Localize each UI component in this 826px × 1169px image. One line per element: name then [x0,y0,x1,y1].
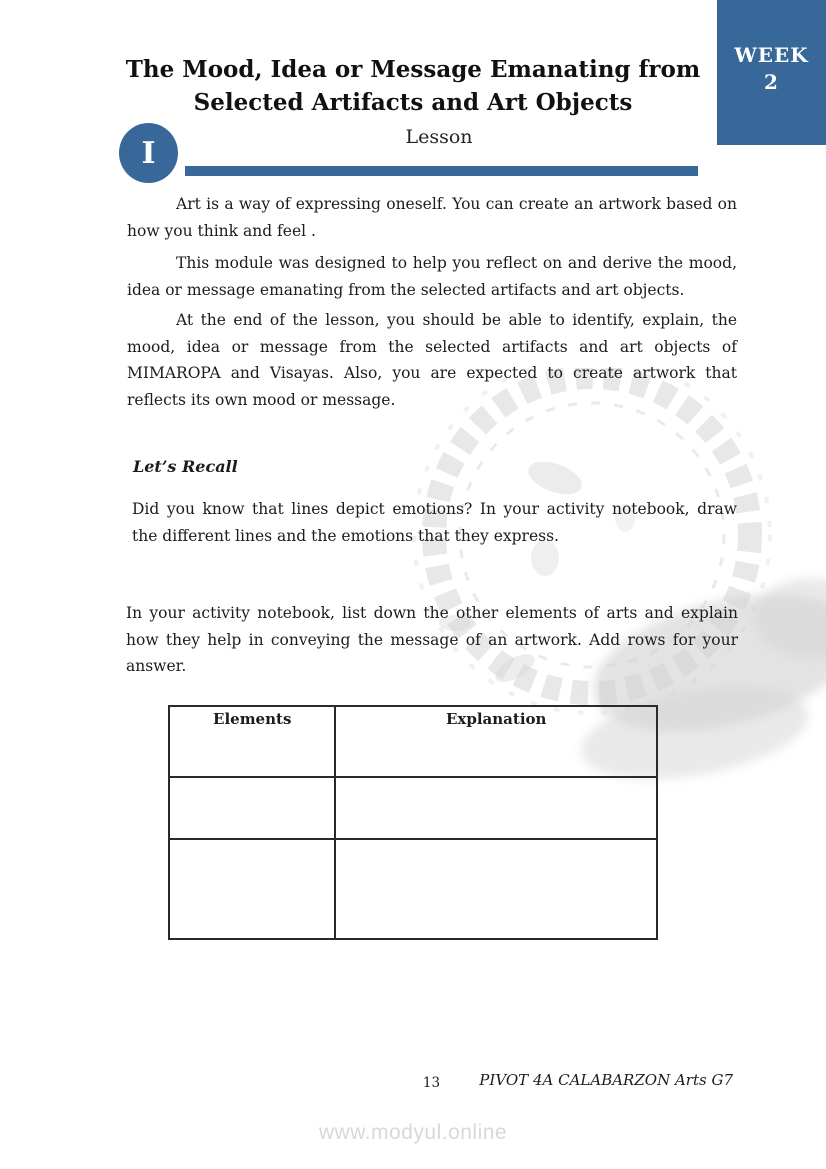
intro-paragraph-3: At the end of the lesson, you should be able to identify, explain, the mood, idea or message from the selected artifacts and art objects of MIMAROPA and Visayas. Also, you are expected to create artwork that reflects its own mood or message. [127,311,737,410]
lesson-marker-circle [119,123,178,183]
table-row [169,777,657,839]
intro-paragraph-2: This module was designed to help you reflect on and derive the mood, idea or message emanating from the selected artifacts and art objects. [127,254,737,299]
table-header-elements: Elements [169,706,335,777]
page-number: 13 [422,1075,441,1091]
lesson-marker-letter: I [141,135,156,171]
week-badge-number: 2 [764,70,779,94]
recall-paragraph: Did you know that lines depict emotions? In your activity notebook, draw the different lines and the emotions that they express. [132,500,737,545]
table-cell-element [169,839,335,939]
table-cell-explanation [335,777,657,839]
table-cell-explanation [335,839,657,939]
activity-instruction-paragraph: In your activity notebook, list down the other elements of arts and explain how they help in conveying the message of an artwork. Add rows for your answer. [126,604,738,675]
lesson-divider-rule [185,166,698,176]
week-badge-word: WEEK [734,43,809,67]
module-footer-label: PIVOT 4A CALABARZON Arts G7 [479,1071,733,1089]
lesson-label: Lesson [405,126,473,148]
week-badge [717,0,826,145]
page-title-line1: The Mood, Idea or Message Emanating from [125,56,701,83]
site-watermark-text: www.modyul.online [318,1121,508,1144]
table-header-explanation: Explanation [335,706,657,777]
elements-explanation-table [168,705,658,940]
page-title [63,53,763,119]
page-title-line2: Selected Artifacts and Art Objects [193,89,633,116]
lets-recall-heading: Let’s Recall [133,457,238,476]
intro-paragraph-1: Art is a way of expressing oneself. You can create an artwork based on how you think and feel . [127,195,737,240]
table-cell-element [169,777,335,839]
table-row [169,839,657,939]
table-header-row [169,706,657,777]
